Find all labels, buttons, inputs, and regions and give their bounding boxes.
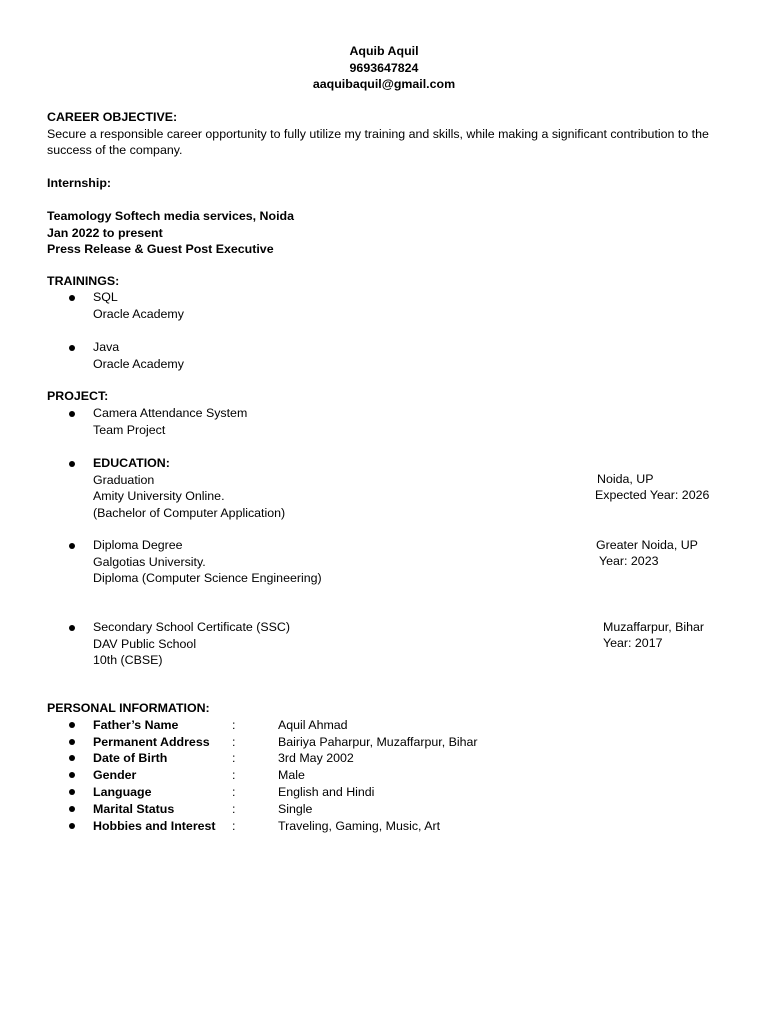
- internship-role: Press Release & Guest Post Executive: [47, 242, 274, 257]
- internship-heading: Internship:: [47, 176, 112, 190]
- personal-info-key: Father’s Name: [93, 718, 179, 732]
- degree-name: Secondary School Certificate (SSC): [93, 620, 290, 634]
- personal-info-key: Marital Status: [93, 802, 175, 816]
- training-title: SQL: [93, 290, 118, 304]
- project-heading: PROJECT:: [47, 389, 109, 403]
- institute-name: Amity University Online.: [93, 489, 225, 504]
- degree-name: Diploma Degree: [93, 538, 183, 552]
- personal-info-row: [69, 750, 729, 767]
- education-year: Expected Year: 2026: [595, 488, 710, 502]
- career-objective-heading: CAREER OBJECTIVE:: [47, 110, 178, 124]
- personal-info-value: Traveling, Gaming, Music, Art: [278, 819, 441, 833]
- personal-info-separator: :: [232, 802, 236, 816]
- personal-info-row: [69, 734, 729, 751]
- degree-detail: 10th (CBSE): [93, 653, 163, 668]
- education-location: Noida, UP: [597, 472, 654, 486]
- institute-name: Galgotias University.: [93, 554, 206, 569]
- education-location: Greater Noida, UP: [596, 538, 698, 552]
- personal-info-key: Hobbies and Interest: [93, 819, 216, 833]
- degree-detail: Diploma (Computer Science Engineering): [93, 571, 322, 586]
- degree-name: Graduation: [93, 472, 155, 487]
- bullet-icon: [69, 823, 75, 829]
- personal-info-row: [69, 717, 729, 734]
- personal-info-value: Bairiya Paharpur, Muzaffarpur, Bihar: [278, 735, 478, 749]
- internship-period: Jan 2022 to present: [47, 225, 163, 240]
- bullet-icon: [69, 295, 75, 301]
- career-objective-section: [47, 109, 727, 159]
- personal-info-key: Gender: [93, 768, 137, 782]
- personal-info-separator: :: [232, 735, 236, 749]
- career-objective-text: Secure a responsible career opportunity to fully utilize my training and skills, while making a significant contribution to the success of the company.: [47, 126, 709, 158]
- personal-info-row: [69, 767, 729, 784]
- bullet-icon: [69, 461, 75, 467]
- candidate-name: Aquib Aquil: [349, 44, 419, 58]
- personal-info-heading: PERSONAL INFORMATION:: [47, 701, 210, 715]
- trainings-heading: TRAININGS:: [47, 274, 120, 288]
- personal-info-value: 3rd May 2002: [278, 751, 354, 765]
- personal-info-key: Language: [93, 785, 152, 799]
- personal-info-row: [69, 818, 729, 835]
- bullet-icon: [69, 755, 75, 761]
- bullet-icon: [69, 411, 75, 417]
- internship-company: Teamology Softech media services, Noida: [47, 209, 294, 224]
- education-year: Year: 2017: [603, 636, 663, 650]
- degree-detail: (Bachelor of Computer Application): [93, 505, 286, 520]
- project-type: Team Project: [93, 422, 166, 437]
- internship-section: [47, 175, 727, 258]
- training-org: Oracle Academy: [93, 356, 184, 371]
- bullet-icon: [69, 789, 75, 795]
- resume-header: [0, 43, 768, 93]
- personal-info-value: Single: [278, 802, 313, 816]
- personal-info-separator: :: [232, 785, 236, 799]
- personal-info-value: Aquil Ahmad: [278, 718, 348, 732]
- project-title: Camera Attendance System: [93, 406, 248, 420]
- personal-info-separator: :: [232, 718, 236, 732]
- personal-info-separator: :: [232, 751, 236, 765]
- bullet-icon: [69, 772, 75, 778]
- education-location: Muzaffarpur, Bihar: [603, 620, 705, 634]
- bullet-icon: [69, 543, 75, 549]
- candidate-phone: 9693647824: [349, 60, 419, 75]
- personal-info-key: Permanent Address: [93, 735, 210, 749]
- personal-info-separator: :: [232, 768, 236, 782]
- personal-info-separator: :: [232, 819, 236, 833]
- bullet-icon: [69, 806, 75, 812]
- bullet-icon: [69, 722, 75, 728]
- candidate-email: aaquibaquil@gmail.com: [312, 77, 456, 92]
- institute-name: DAV Public School: [93, 636, 197, 651]
- education-year: Year: 2023: [599, 554, 659, 568]
- bullet-icon: [69, 739, 75, 745]
- personal-info-row: [69, 801, 729, 818]
- personal-info-row: [69, 784, 729, 801]
- bullet-icon: [69, 345, 75, 351]
- bullet-icon: [69, 625, 75, 631]
- education-heading: EDUCATION:: [93, 456, 170, 470]
- personal-info-value: Male: [278, 768, 305, 782]
- training-title: Java: [93, 340, 120, 354]
- personal-info-value: English and Hindi: [278, 785, 375, 799]
- training-org: Oracle Academy: [93, 306, 184, 321]
- personal-info-key: Date of Birth: [93, 751, 168, 765]
